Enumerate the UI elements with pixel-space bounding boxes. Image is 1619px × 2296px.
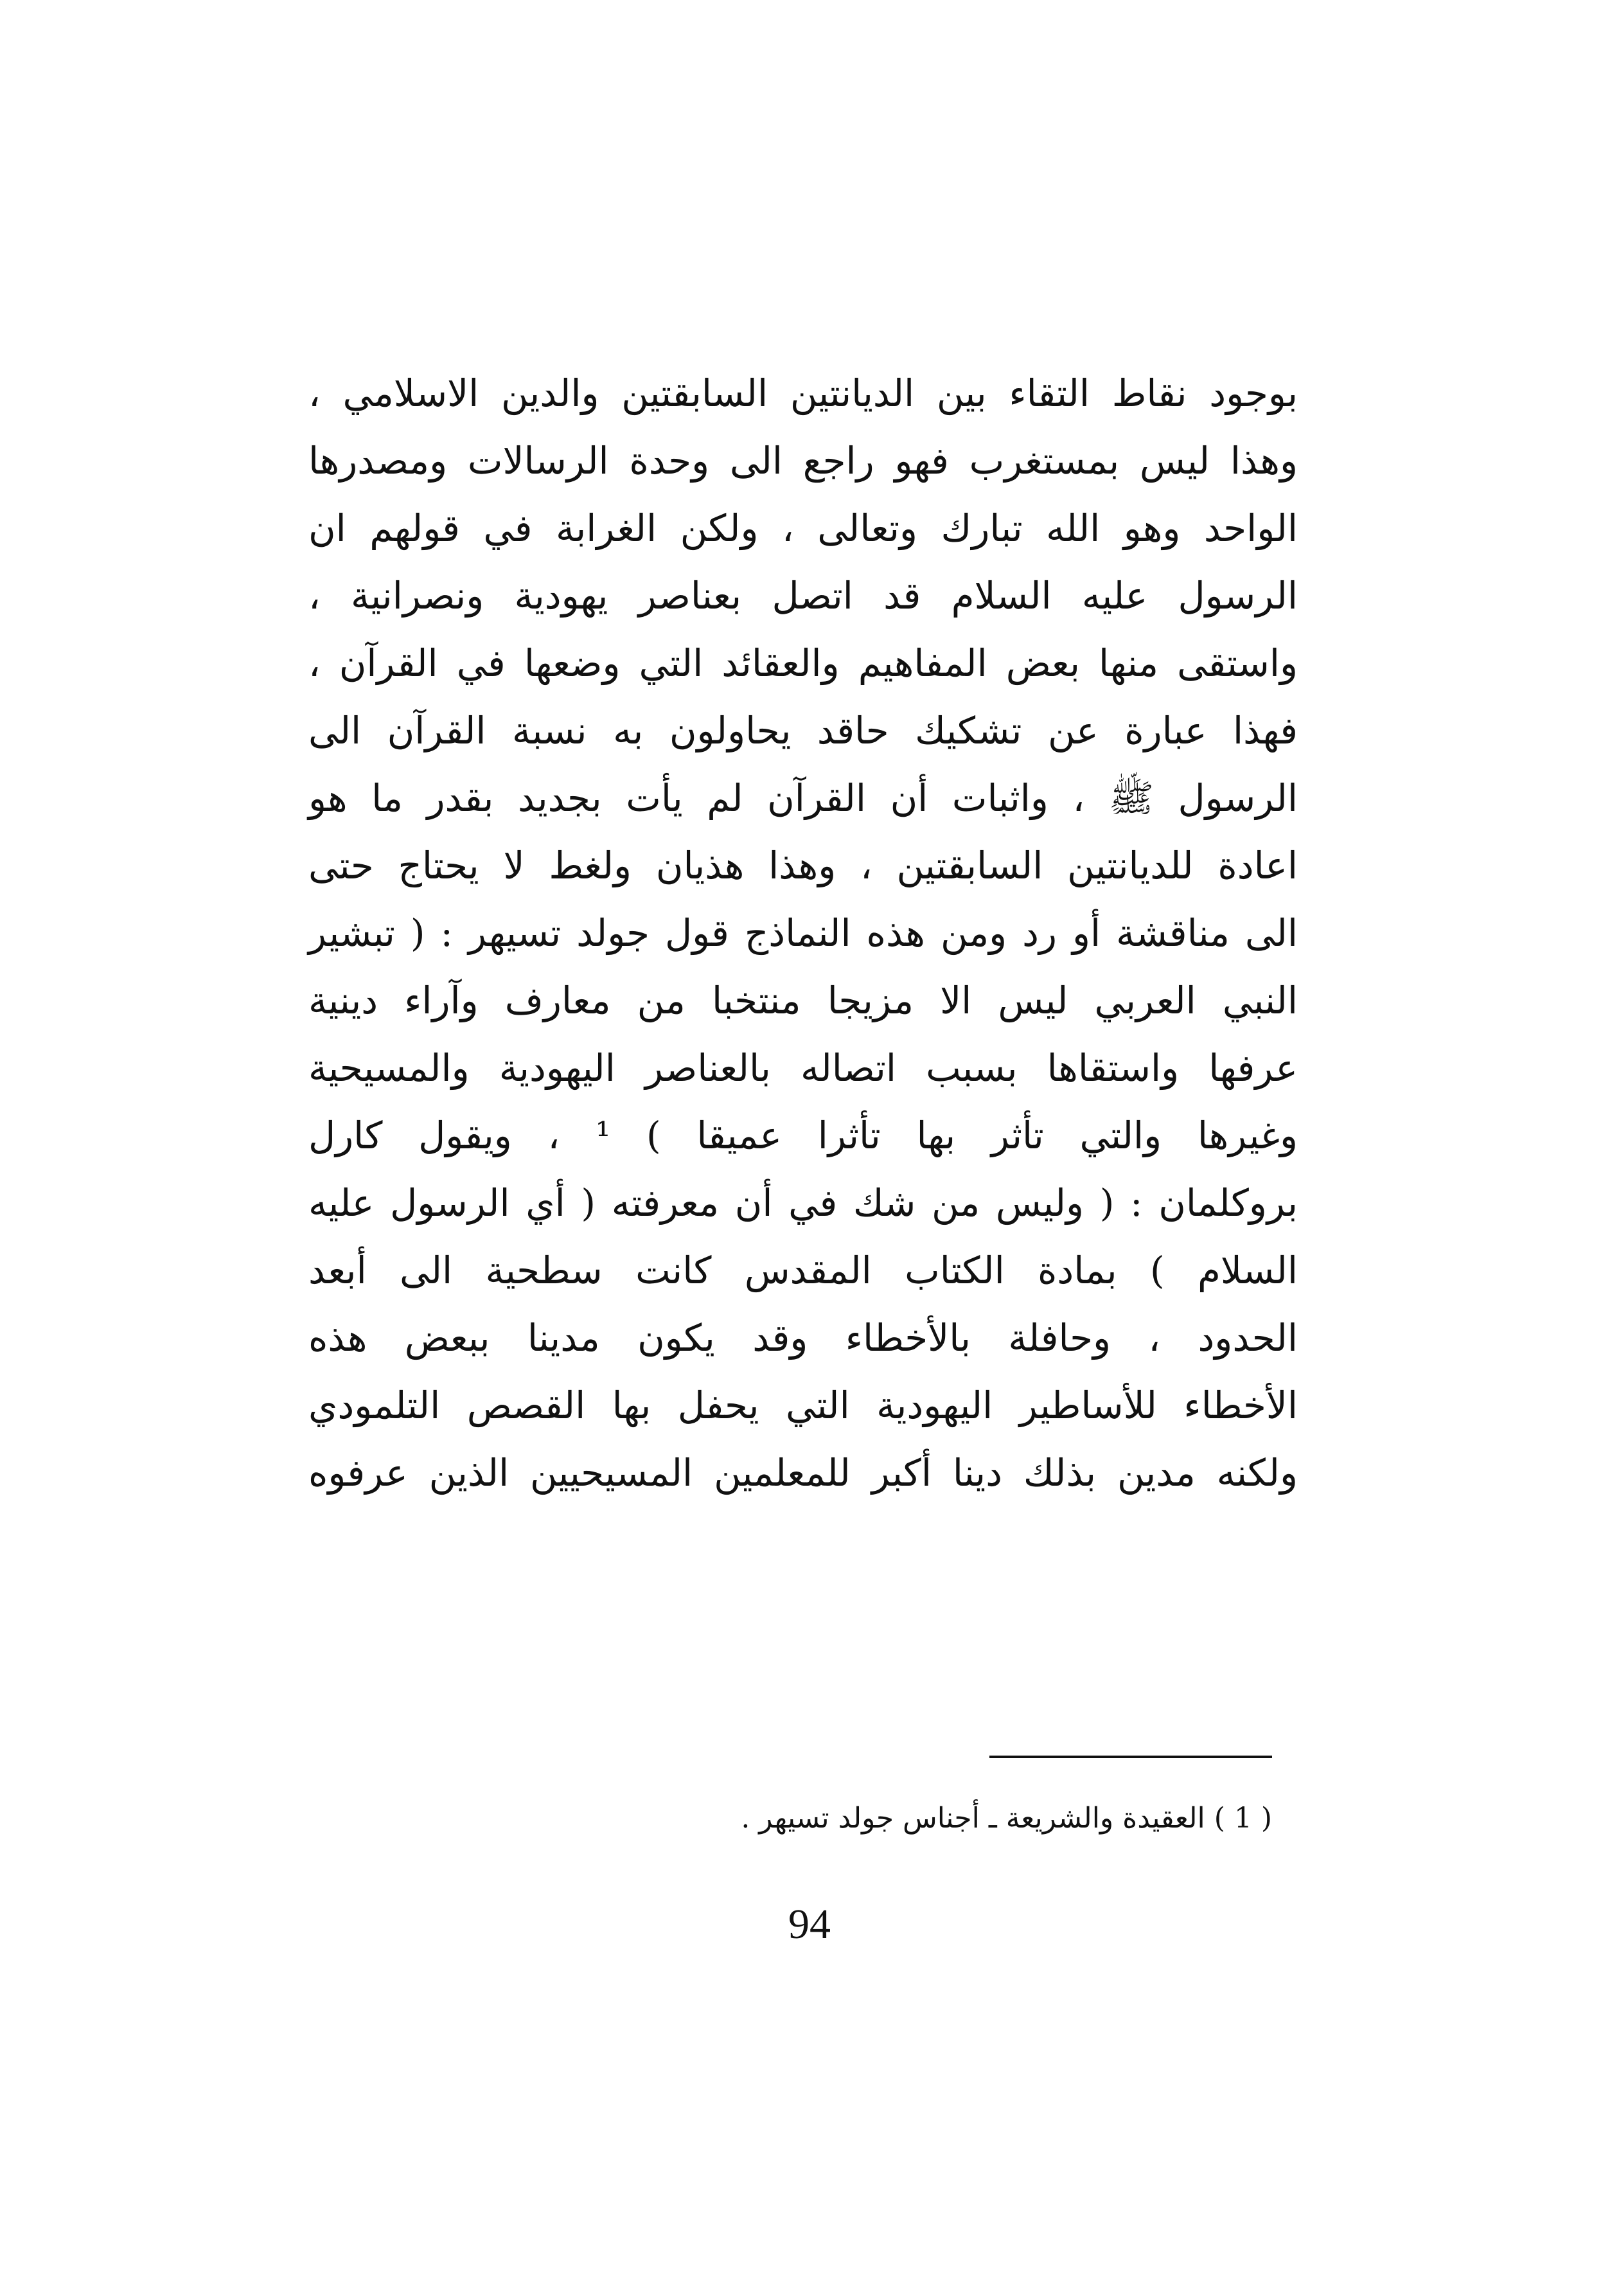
text-line: واستقى منها بعض المفاهيم والعقائد التي وضعها في القرآن ،: [308, 641, 1298, 685]
text-line: ولكنه مدين بذلك دينا أكبر للمعلمين المسيحيين الذين عرفوه: [308, 1451, 1298, 1495]
text-line: الى مناقشة أو رد ومن هذه النماذج قول جولد تسيهر : ( تبشير: [308, 911, 1298, 955]
text-line: فهذا عبارة عن تشكيك حاقد يحاولون به نسبة القرآن الى: [308, 709, 1298, 752]
text-line: بوجود نقاط التقاء بين الديانتين السابقتين والدين الاسلامي ،: [308, 371, 1298, 415]
text-line: الرسول عليه السلام قد اتصل بعناصر يهودية ونصرانية ،: [308, 574, 1298, 618]
page-number: 94: [788, 1901, 831, 1948]
text-line: اعادة للديانتين السابقتين ، وهذا هذيان ولغط لا يحتاج حتى: [308, 844, 1298, 887]
footnote: ( 1 ) العقيدة والشريعة ـ أجناس جولد تسيهر .: [741, 1802, 1272, 1835]
text-line: بروكلمان : ( وليس من شك في أن معرفته ( أي الرسول عليه: [308, 1181, 1298, 1225]
text-line: عرفها واستقاها بسبب اتصاله بالعناصر اليهودية والمسيحية: [308, 1046, 1298, 1090]
text-line: وهذا ليس بمستغرب فهو راجع الى وحدة الرسالات ومصدرها: [308, 439, 1298, 483]
text-line: الحدود ، وحافلة بالأخطاء وقد يكون مدينا ببعض هذه: [308, 1316, 1298, 1360]
body-text: [308, 360, 1298, 1507]
text-line: الأخطاء للأساطير اليهودية التي يحفل بها القصص التلمودي: [308, 1384, 1298, 1427]
text-line: السلام ) بمادة الكتاب المقدس كانت سطحية الى أبعد: [308, 1249, 1298, 1292]
footnote-divider: [989, 1756, 1272, 1758]
text-line: النبي العربي ليس الا مزيجا منتخبا من معارف وآراء دينية: [308, 979, 1298, 1022]
text-line: الرسول ﷺ ، واثبات أن القرآن لم يأت بجديد بقدر ما هو: [308, 776, 1298, 820]
text-line: وغيرها والتي تأثر بها تأثرا عميقا ) ¹ ، ويقول كارل: [308, 1114, 1298, 1157]
text-line: الواحد وهو الله تبارك وتعالى ، ولكن الغرابة في قولهم ان: [308, 506, 1298, 550]
